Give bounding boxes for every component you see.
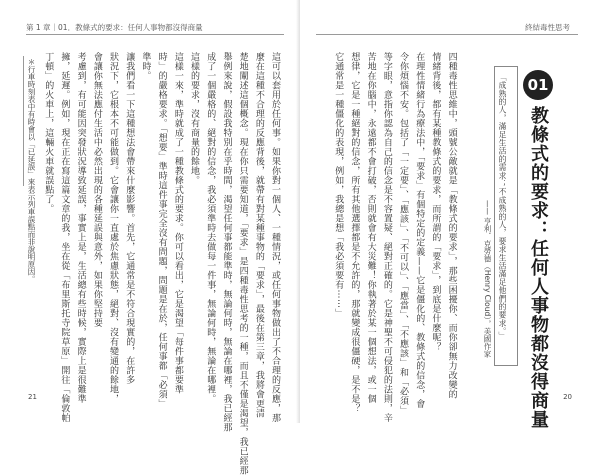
body-line: 苦地在你腦中，永遠都不會打破，否則就會有大災難！你執著於某一個想法，或一個 bbox=[365, 52, 376, 404]
chapter-number-badge: 01 bbox=[523, 70, 553, 100]
right-page bbox=[300, 0, 600, 429]
body-line: 這可以套用於任何事。如果你對一個人、一種情況，或任何事物做出了不合理的反應，那 bbox=[270, 52, 281, 423]
body-line: 丁頓」的火車上，這輛火車就誤點了。 bbox=[43, 52, 54, 214]
left-page-number: 21 bbox=[28, 393, 37, 401]
body-line: 在理性情緒行為療法中，「要求」有個特定的定義——它是僵化的、教條式的信念，會 bbox=[414, 52, 425, 409]
body-line: 成了一個嚴格的、絕對的信念，我必須準時去做每一件事，無論何時，無論在哪裡。 bbox=[205, 52, 216, 404]
body-line: 楚地闡述這個概念。現在你只需要知道，「要求」是四種毒性思考的一種，而且不僅是渴望，我已經那 bbox=[237, 52, 248, 475]
body-line: 麼在這種不合理的反應背後，就帶有對某種事物的「要求」，最後在第三章，我將會更清 bbox=[253, 52, 264, 418]
body-line: 情緒背後，都有某種教條式的要求，而所謂的「要求」，到底是什麼呢？ bbox=[430, 52, 441, 352]
body-line: 等字眼，意指你認為自己的信念是不容置疑、絕對正確的。它是神聖不可侵犯的法則，辛 bbox=[381, 52, 392, 423]
body-line: 擁，延遲。例如，現在正在寫這篇文章的我，坐在從「布里斯托寺院草原」開往「倫敦帕 bbox=[59, 52, 70, 423]
chapter-title: 教條式的要求：任何人事物都沒得商量 bbox=[528, 106, 549, 429]
sidenote-rule bbox=[23, 56, 24, 186]
epigraph-attribution: —— 亨利．克勞德（Henry Cloud），美國作家 bbox=[483, 200, 492, 358]
body-line: 考慮到，有可能因突發狀況導致延誤，事實上是，生活總有些時候，實際上是很難準 bbox=[75, 52, 86, 404]
body-line: 四種毒性思維中，頭號公敵就是「教條式的要求」，那些困擾你、而你卻無力改變的 bbox=[446, 52, 457, 399]
body-line: 舉例來說，假設我特別在乎時間，渴望任何事都能準時，無論何時，無論在哪裡，我已經那 bbox=[221, 52, 232, 432]
body-line: 時」的嚴格要求。「想要」準時這件事完全沒有問題，問題是在於，任何事都「必須」 bbox=[156, 52, 167, 409]
right-page-number: 20 bbox=[563, 393, 572, 401]
body-line: 這樣一來，準時就成了一種教條式的要求。你可以看出，它是渴望「每件事都要準 bbox=[172, 52, 183, 394]
body-line: 想律，它是一種絕對的信念，所有其他選擇都是不允許的，那就變成很僵硬，是不是？ bbox=[349, 52, 360, 413]
body-line: 讓我們看一下這種想法會帶來什麼影響。首先，它通常是不符合現實的，在許多 bbox=[124, 52, 135, 385]
right-body-text bbox=[330, 52, 460, 423]
body-line: 會讓你無法應付生活中必然出現的各種延誤與意外，如果你堅持要 bbox=[91, 52, 102, 328]
right-running-head: 終結毒性思考 bbox=[525, 23, 570, 32]
left-body-text bbox=[40, 52, 283, 475]
epigraph-box bbox=[494, 66, 518, 366]
body-line: 狀況下，它根本不可能做到。它會讓你一直處於焦慮狀態，絕對、沒有變通的餘地， bbox=[108, 52, 119, 404]
body-line: 令你煩惱不安。包括了「一定要」、「應該」、「不可以」、「應當」、「不應該」和「必須」 bbox=[398, 52, 409, 415]
right-header-rule bbox=[316, 34, 578, 35]
left-running-head: 第 1 章｜01．教條式的要求：任何人事物都沒得商量 bbox=[26, 23, 203, 32]
body-line: 準時。 bbox=[140, 52, 151, 81]
sidenote: ＊行車時刻表中有時會以「已延誤」來表示列車誤點而非說明原因。 bbox=[27, 58, 36, 283]
body-line: 它通常是一種僵化的表現，例如，我總是想「我必須要有⋯⋯」 bbox=[333, 52, 344, 318]
left-header-rule bbox=[26, 34, 284, 35]
epigraph-text: 「成熟的人，滿足生活的需求；不成熟的人，要求生活滿足他們的要求。」 bbox=[498, 73, 507, 340]
body-line: 這樣的要求，沒有商量的餘地。 bbox=[189, 52, 200, 185]
